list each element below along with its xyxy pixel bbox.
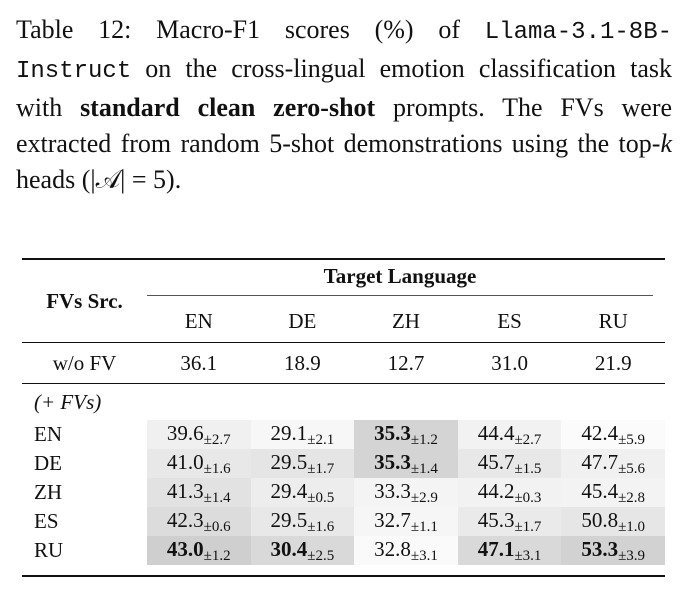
col-header-de: DE xyxy=(288,308,317,333)
score-std: ±1.4 xyxy=(410,460,438,477)
score-cell xyxy=(354,536,458,565)
source-language: EN xyxy=(34,422,62,446)
score-cell xyxy=(354,449,458,478)
score-std: ±2.9 xyxy=(410,489,438,506)
score-cell xyxy=(561,449,665,478)
score-value: 35.3 xyxy=(374,449,411,474)
baseline-value: 18.9 xyxy=(284,350,321,375)
score-std: ±3.1 xyxy=(410,547,438,564)
score-cell xyxy=(458,536,562,565)
score-cell xyxy=(561,478,665,507)
score-std: ±2.7 xyxy=(203,431,231,448)
caption-bold-phrase: standard clean zero-shot xyxy=(80,93,376,122)
score-cell xyxy=(354,420,458,449)
source-language: DE xyxy=(34,451,62,475)
score-cell xyxy=(147,478,251,507)
col-header-en: EN xyxy=(184,308,213,333)
baseline-value: 31.0 xyxy=(491,350,528,375)
col-header-ru: RU xyxy=(598,308,628,333)
score-cell xyxy=(147,507,251,536)
score-std: ±0.6 xyxy=(203,518,231,535)
score-std: ±1.2 xyxy=(410,431,438,448)
source-language: RU xyxy=(34,538,64,562)
score-value: 45.3 xyxy=(477,507,515,532)
source-language: ES xyxy=(34,509,59,533)
score-cell xyxy=(458,478,562,507)
score-std: ±2.7 xyxy=(514,431,542,448)
score-value: 30.4 xyxy=(270,536,308,561)
score-std: ±5.9 xyxy=(618,431,646,448)
table-caption xyxy=(16,12,672,198)
col-group-header-label: Target Language xyxy=(147,264,653,296)
baseline-label: w/o FV xyxy=(52,350,117,375)
score-value: 33.3 xyxy=(374,478,411,503)
score-cell xyxy=(251,536,355,565)
table-row xyxy=(22,449,665,478)
score-cell xyxy=(147,449,251,478)
caption-model-name: Llama-3.1-8B-Instruct xyxy=(16,19,672,85)
caption-text-4: heads xyxy=(16,165,76,194)
caption-text-2: on the cross-lingual emotion classification task with xyxy=(16,54,672,122)
score-value: 32.8 xyxy=(374,536,411,561)
score-std: ±3.1 xyxy=(514,547,542,564)
score-cell xyxy=(561,420,665,449)
score-std: ±1.1 xyxy=(410,518,438,535)
score-std: ±5.6 xyxy=(618,460,646,477)
score-std: ±1.0 xyxy=(618,518,646,535)
col-group-header xyxy=(147,259,665,300)
score-value: 47.1 xyxy=(477,536,515,561)
fv-rows xyxy=(22,420,665,565)
score-value: 43.0 xyxy=(166,536,204,561)
baseline-value: 12.7 xyxy=(387,350,425,375)
score-cell xyxy=(561,507,665,536)
score-value: 50.8 xyxy=(581,507,619,532)
score-value: 35.3 xyxy=(374,420,411,445)
score-cell xyxy=(251,507,355,536)
score-cell xyxy=(147,420,251,449)
table-row xyxy=(22,478,665,507)
score-std: ±1.6 xyxy=(203,460,231,477)
score-cell xyxy=(561,536,665,565)
score-std: ±2.5 xyxy=(307,547,335,564)
score-value: 45.4 xyxy=(581,478,619,503)
score-std: ±1.5 xyxy=(514,460,542,477)
score-std: ±1.2 xyxy=(203,547,231,564)
group-label-row xyxy=(22,384,665,421)
score-std: ±1.4 xyxy=(203,489,231,506)
col-header-zh: ZH xyxy=(391,308,420,333)
row-header: FVs Src. xyxy=(46,288,123,313)
score-value: 44.2 xyxy=(477,478,515,503)
group-label: (+ FVs) xyxy=(34,389,102,414)
score-value: 53.3 xyxy=(581,536,619,561)
score-std: ±0.5 xyxy=(307,489,335,506)
score-std: ±1.7 xyxy=(514,518,542,535)
score-std: ±0.3 xyxy=(514,489,542,506)
score-cell xyxy=(251,449,355,478)
caption-k: k xyxy=(660,129,672,158)
baseline-value: 21.9 xyxy=(594,350,632,375)
score-std: ±2.1 xyxy=(307,431,335,448)
score-value: 29.1 xyxy=(270,420,308,445)
source-language: ZH xyxy=(34,480,62,504)
caption-text-3: prompts. The FVs were extracted from random 5-shot demonstrations using the top- xyxy=(16,93,673,158)
score-cell xyxy=(354,478,458,507)
score-value: 41.0 xyxy=(166,449,204,474)
results-table xyxy=(22,258,665,577)
score-value: 32.7 xyxy=(374,507,411,532)
score-value: 39.6 xyxy=(166,420,204,445)
score-cell xyxy=(251,478,355,507)
caption-text-1: Macro-F1 scores (%) of xyxy=(156,15,460,44)
score-std: ±1.7 xyxy=(307,460,335,477)
score-value: 44.4 xyxy=(477,420,515,445)
table-row xyxy=(22,420,665,449)
score-value: 45.7 xyxy=(477,449,515,474)
score-value: 29.5 xyxy=(270,507,308,532)
score-value: 42.4 xyxy=(581,420,619,445)
col-header-es: ES xyxy=(497,308,522,333)
caption-label: Table 12: xyxy=(16,15,132,44)
score-value: 29.5 xyxy=(270,449,308,474)
caption-formula: (|𝒜| = 5). xyxy=(81,165,182,194)
score-std: ±2.8 xyxy=(618,489,646,506)
score-value: 41.3 xyxy=(166,478,204,503)
table-row xyxy=(22,536,665,565)
score-value: 42.3 xyxy=(166,507,204,532)
score-cell xyxy=(354,507,458,536)
score-value: 29.4 xyxy=(270,478,308,503)
score-std: ±1.6 xyxy=(307,518,335,535)
table-row xyxy=(22,507,665,536)
baseline-row xyxy=(22,343,665,384)
score-cell xyxy=(458,449,562,478)
score-cell xyxy=(458,420,562,449)
baseline-value: 36.1 xyxy=(180,350,218,375)
score-cell xyxy=(251,420,355,449)
score-value: 47.7 xyxy=(581,449,619,474)
score-cell xyxy=(147,536,251,565)
score-std: ±3.9 xyxy=(618,547,646,564)
score-cell xyxy=(458,507,562,536)
